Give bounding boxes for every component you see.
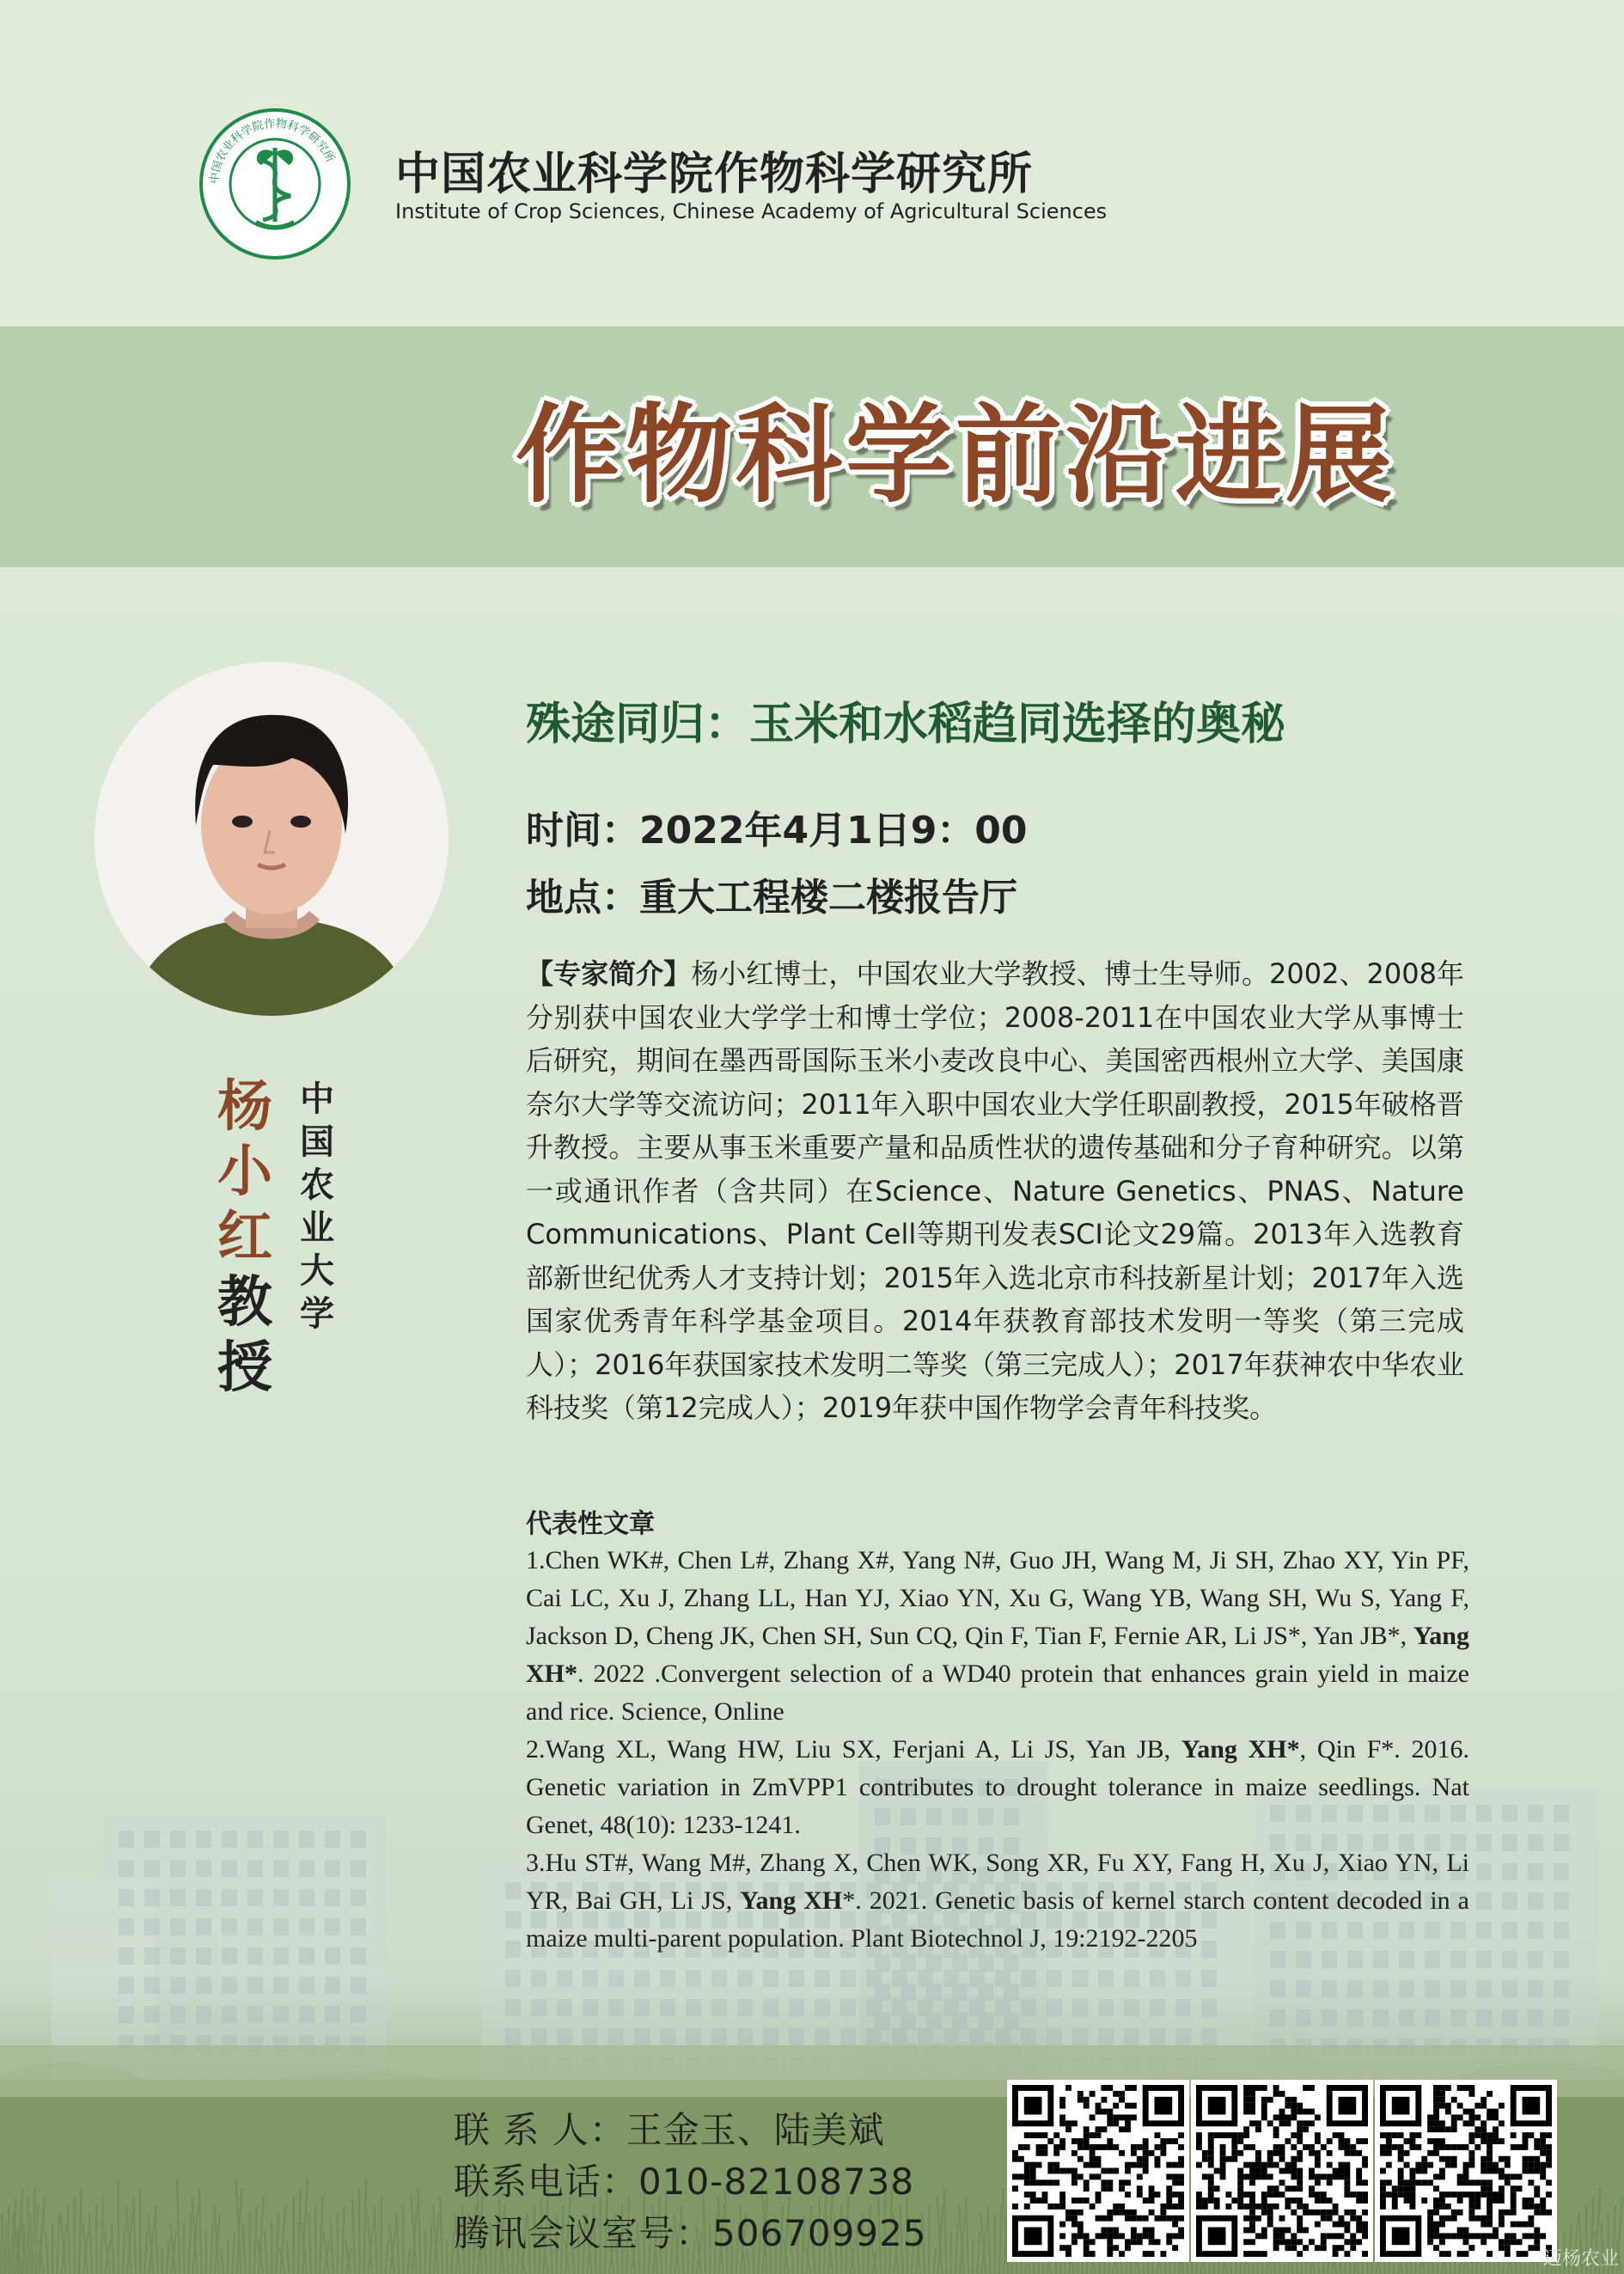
publication-item: 2.Wang XL, Wang HW, Liu SX, Ferjani A, Li JS, Yan JB, Yang XH*, Qin F*. 2016. Genetic variation in ZmVPP1 contributes to drought tolerance in maize seedlings. Nat Genet, 48(10): 1233-1241. <box>526 1735 1469 1839</box>
banner-title: 作物科学前沿进展 <box>516 394 1396 517</box>
svg-text:中国农业科学院作物科学研究所: 中国农业科学院作物科学研究所 <box>208 117 337 185</box>
contact-person: 联 系 人：王金玉、陆美斌 <box>454 2109 885 2151</box>
speaker-bio <box>526 952 1464 1430</box>
qr-code-icon[interactable] <box>1007 2080 1189 2262</box>
speaker-name-vertical <box>206 1074 284 1401</box>
publications-list <box>526 1542 1469 1958</box>
bio-heading: 【专家简介】 <box>526 957 692 990</box>
talk-time <box>526 799 1028 854</box>
speaker-portrait <box>95 662 449 1016</box>
speaker-name: 杨小红 <box>217 1075 272 1269</box>
institute-logo <box>199 108 351 260</box>
institute-name-en: Institute of Crop Sciences, Chinese Academy of Agricultural Sciences <box>395 199 1108 223</box>
bio-text: 杨小红博士，中国农业大学教授、博士生导师。2002、2008年分别获中国农业大学学士和博士学位；2008-2011在中国农业大学从事博士后研究，期间在墨西哥国际玉米小麦改良中心、美国密西根州立大学、美国康奈尔大学等交流访问；2011年入职中国农业大学任职副教授，2015年破格晋升教授。主要从事玉米重要产量和品质性状的遗传基础和分子育种研究。以第一或通讯作者（含共同）在Science、Nature Genetics、PNAS、Nature Communications、Plant Cell等期刊发表SCI论文29篇。2013年入选教育部新世纪优秀人才支持计划；2015年入选北京市科技新星计划；2017年入选国家优秀青年科学基金项目。2014年获教育部技术发明一等奖（第三完成人）；2016年获国家技术发明二等奖（第三完成人）；2017年获神农中华农业科技奖（第12完成人）；2019年获中国作物学会青年科技奖。 <box>526 957 1464 1424</box>
publication-item: 1.Chen WK#, Chen L#, Zhang X#, Yang N#, Guo JH, Wang M, Ji SH, Zhao XY, Yin PF, Cai LC, Xu J, Zhang LL, Han YJ, Xiao YN, Xu G, Wang YB, Wang SH, Wu S, Yang F, Jackson D, Cheng JK, Chen SH, Sun CQ, Qin F, Tian F, Fernie AR, Li JS*, Yan JB*, Yang XH*. 2022 .Convergent selection of a WD40 protein that enhances grain yield in maize and rice. Science, Online <box>526 1546 1469 1726</box>
institute-name-cn: 中国农业科学院作物科学研究所 <box>395 149 1034 200</box>
place-value: 重大工程楼二楼报告厅 <box>639 876 1017 920</box>
talk-title: 殊途同归：玉米和水稻趋同选择的奥秘 <box>526 699 1286 750</box>
speaker-affiliation: 中国农业大学 <box>300 1079 334 1334</box>
contact-phone: 联系电话：010-82108738 <box>454 2161 915 2203</box>
qr-code-icon[interactable] <box>1191 2080 1373 2262</box>
qr-code-icon[interactable] <box>1375 2080 1557 2262</box>
place-label: 地点： <box>526 876 639 920</box>
watermark: 迈杨农业 <box>1542 2248 1619 2270</box>
publications-heading: 代表性文章 <box>526 1509 655 1539</box>
speaker-title: 教授 <box>217 1271 272 1400</box>
time-value: 2022年4月1日9：00 <box>639 809 1028 853</box>
talk-place <box>526 866 1017 921</box>
time-label: 时间： <box>526 809 639 853</box>
meeting-room-number: 腾讯会议室号：506709925 <box>454 2212 927 2254</box>
publication-item: 3.Hu ST#, Wang M#, Zhang X, Chen WK, Song XR, Fu XY, Fang H, Xu J, Xiao YN, Li YR, Bai GH, Li JS, Yang XH*. 2021. Genetic basis of kernel starch content decoded in a maize multi-parent population. Plant Biotechnol J, 19:2192-2205 <box>526 1849 1469 1953</box>
